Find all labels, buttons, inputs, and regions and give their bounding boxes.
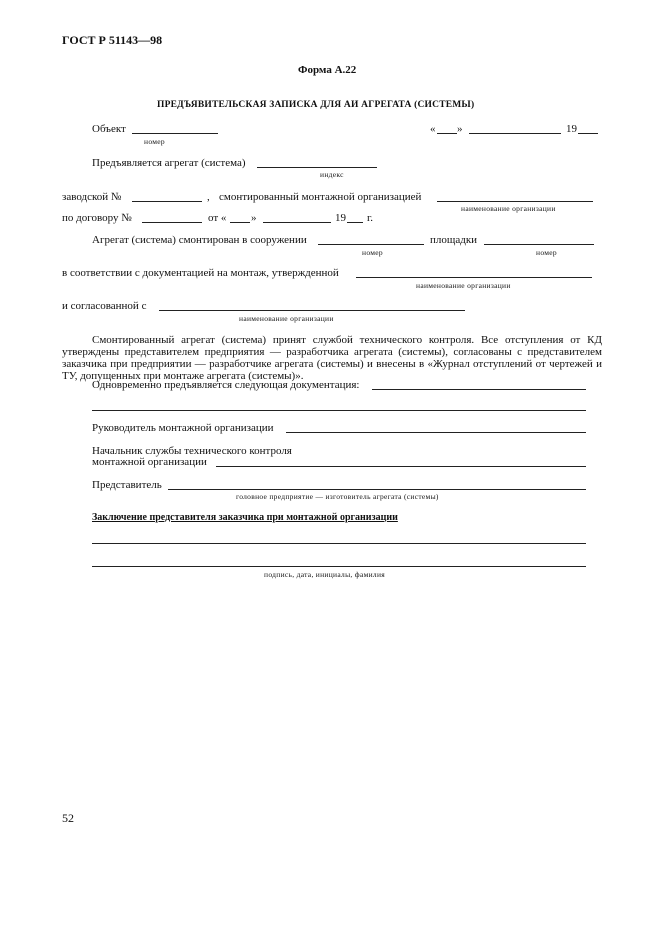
date-month-line[interactable] — [469, 133, 561, 134]
contract-year-line[interactable] — [347, 222, 363, 223]
contract-month-line[interactable] — [263, 222, 331, 223]
object-number-line[interactable] — [132, 133, 218, 134]
date-quote-open: « — [430, 123, 436, 135]
representative-label: Представитель — [92, 479, 162, 491]
docs-approved-org-line[interactable] — [356, 277, 592, 278]
form-label: Форма А.22 — [298, 64, 357, 76]
object-number-caption: номер — [144, 137, 165, 146]
simultaneous-docs-line-1[interactable] — [372, 389, 586, 390]
factory-number-line[interactable] — [132, 201, 202, 202]
site-label: площадки — [430, 234, 478, 246]
chief-control-label-2: монтажной организации — [92, 456, 207, 468]
conclusion-caption: подпись, дата, инициалы, фамилия — [264, 570, 386, 579]
facility-number-caption: номер — [362, 248, 383, 257]
chief-control-line[interactable] — [216, 466, 586, 467]
presented-label: Предъявляется агрегат (система) — [92, 157, 246, 169]
acceptance-paragraph: Смонтированный агрегат (система) принят службой технического контроля. Все отступления от КД утверждены представителем предприятия — разработчика агрегата (системы), согласованы с представителем заказчика при предприятии — разработчике агрегата (системы) и внесены в «Журнал отступлений от чертежей и ТУ, допущенных при монтаже агрегата (системы)». — [62, 334, 602, 382]
docs-approved-label: в соответствии с документацией на монтаж, утвержденной — [62, 267, 339, 279]
presented-index-line[interactable] — [257, 167, 377, 168]
facility-number-line[interactable] — [318, 244, 424, 245]
contract-year-prefix: 19 — [335, 212, 346, 224]
factory-number-label: заводской № — [62, 191, 122, 203]
simultaneous-docs-label: Одновременно предъявляется следующая документация: — [92, 379, 360, 391]
simultaneous-docs-line-2[interactable] — [92, 410, 586, 411]
standard-header: ГОСТ Р 51143—98 — [62, 33, 163, 47]
contract-year-suffix: г. — [367, 212, 374, 224]
facility-label: Агрегат (система) смонтирован в сооружении — [92, 234, 307, 246]
site-number-caption: номер — [536, 248, 557, 257]
mounted-by-label: смонтированный монтажной организацией — [219, 191, 422, 203]
head-mounting-org-line[interactable] — [286, 432, 586, 433]
agreed-with-org-caption: наименование организации — [239, 314, 334, 323]
agreed-with-org-line[interactable] — [159, 310, 465, 311]
date-quote-close: » — [457, 123, 463, 135]
object-label: Объект — [92, 123, 126, 135]
conclusion-line-2[interactable] — [92, 566, 586, 567]
representative-line[interactable] — [168, 489, 586, 490]
contract-quote-close: » — [251, 212, 257, 224]
contract-day-line[interactable] — [230, 222, 250, 223]
site-number-line[interactable] — [484, 244, 594, 245]
head-mounting-org-label: Руководитель монтажной организации — [92, 422, 274, 434]
chief-control-label-1: Начальник службы технического контроля — [92, 445, 292, 457]
conclusion-title: Заключение представителя заказчика при монтажной организации — [92, 512, 398, 523]
date-year-prefix: 19 — [566, 123, 577, 135]
mounting-org-caption: наименование организации — [461, 204, 556, 213]
page-number: 52 — [62, 811, 74, 825]
date-year-line[interactable] — [578, 133, 598, 134]
contract-number-line[interactable] — [142, 222, 202, 223]
presented-index-caption: индекс — [320, 170, 344, 179]
docs-approved-org-caption: наименование организации — [416, 281, 511, 290]
document-title: ПРЕДЪЯВИТЕЛЬСКАЯ ЗАПИСКА ДЛЯ АИ АГРЕГАТА (СИСТЕМЫ) — [157, 100, 475, 110]
representative-caption: головное предприятие — изготовитель агрегата (системы) — [236, 492, 439, 501]
contract-label: по договору № — [62, 212, 132, 224]
mounting-org-line[interactable] — [437, 201, 593, 202]
date-day-line[interactable] — [437, 133, 457, 134]
contract-from-label: от « — [208, 212, 227, 224]
agreed-with-label: и согласованной с — [62, 300, 147, 312]
factory-comma: , — [207, 191, 210, 203]
conclusion-line-1[interactable] — [92, 543, 586, 544]
